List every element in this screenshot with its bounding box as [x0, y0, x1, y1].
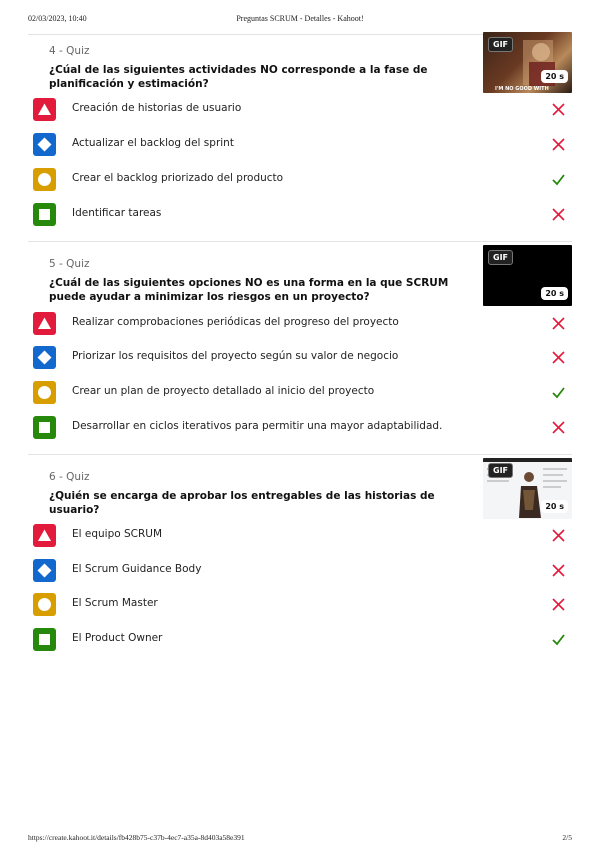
correct-check-icon — [551, 632, 566, 647]
incorrect-x-icon — [551, 316, 566, 331]
answer-row — [33, 168, 572, 192]
answer-text: El equipo SCRUM — [72, 528, 163, 540]
answer-row — [33, 381, 572, 405]
incorrect-x-icon — [551, 207, 566, 222]
answer-text: Desarrollar en ciclos iterativos para permitir una mayor adaptabilidad. — [72, 420, 443, 432]
answer-text: Realizar comprobaciones periódicas del progreso del proyecto — [72, 316, 399, 328]
correct-check-icon — [551, 172, 566, 187]
answer-text: Crear el backlog priorizado del producto — [72, 172, 284, 184]
square-icon — [33, 628, 56, 651]
document-title: Preguntas SCRUM - Detalles - Kahoot! — [236, 14, 364, 23]
answer-row — [33, 312, 572, 336]
incorrect-x-icon — [551, 420, 566, 435]
square-icon — [33, 203, 56, 226]
triangle-icon — [33, 312, 56, 335]
circle-icon — [33, 593, 56, 616]
gif-badge: GIF — [488, 463, 513, 478]
question-card — [28, 35, 572, 241]
question-number: 5 - Quiz — [49, 258, 90, 270]
question-text: ¿Cúal de las siguientes actividades NO corresponde a la fase de planificación y estimación? — [49, 64, 428, 90]
answer-text: El Product Owner — [72, 632, 163, 644]
answer-text: El Scrum Guidance Body — [72, 563, 202, 575]
question-card — [28, 455, 572, 665]
gif-caption: I'M NO GOOD WITH — [495, 86, 549, 92]
question-media[interactable] — [483, 458, 572, 519]
answer-row — [33, 593, 572, 617]
answer-text: Crear un plan de proyecto detallado al inicio del proyecto — [72, 385, 375, 397]
circle-icon — [33, 381, 56, 404]
incorrect-x-icon — [551, 137, 566, 152]
question-text: ¿Cuál de las siguientes opciones NO es una forma en la que SCRUM puede ayudar a minimizar los riesgos en un proyecto? — [49, 277, 449, 303]
question-card — [28, 242, 572, 454]
correct-check-icon — [551, 385, 566, 400]
answer-row — [33, 203, 572, 227]
gif-badge: GIF — [488, 37, 513, 52]
incorrect-x-icon — [551, 350, 566, 365]
answer-text: Actualizar el backlog del sprint — [72, 137, 234, 149]
incorrect-x-icon — [551, 102, 566, 117]
answer-row — [33, 524, 572, 548]
question-number: 4 - Quiz — [49, 45, 90, 57]
answer-row — [33, 416, 572, 440]
diamond-icon — [33, 559, 56, 582]
page-number: 2/5 — [562, 833, 572, 842]
answer-row — [33, 346, 572, 370]
answer-text: El Scrum Master — [72, 597, 158, 609]
answer-text: Identificar tareas — [72, 207, 162, 219]
diamond-icon — [33, 346, 56, 369]
circle-icon — [33, 168, 56, 191]
gif-badge: GIF — [488, 250, 513, 265]
triangle-icon — [33, 98, 56, 121]
square-icon — [33, 416, 56, 439]
answer-row — [33, 133, 572, 157]
incorrect-x-icon — [551, 597, 566, 612]
print-date: 02/03/2023, 10:40 — [28, 14, 87, 23]
triangle-icon — [33, 524, 56, 547]
answer-row — [33, 559, 572, 583]
answer-row — [33, 628, 572, 652]
answer-row — [33, 98, 572, 122]
diamond-icon — [33, 133, 56, 156]
timer-badge: 20 s — [541, 500, 568, 513]
incorrect-x-icon — [551, 563, 566, 578]
question-media[interactable] — [483, 32, 572, 93]
answer-text: Priorizar los requisitos del proyecto según su valor de negocio — [72, 350, 399, 362]
answer-text: Creación de historias de usuario — [72, 102, 242, 114]
question-number: 6 - Quiz — [49, 471, 90, 483]
timer-badge: 20 s — [541, 70, 568, 83]
question-text: ¿Quién se encarga de aprobar los entregables de las historias de usuario? — [49, 490, 435, 516]
question-media[interactable] — [483, 245, 572, 306]
timer-badge: 20 s — [541, 287, 568, 300]
page-url[interactable]: https://create.kahoot.it/details/fb428b75-c37b-4ec7-a35a-8d403a58e391 — [28, 833, 245, 842]
incorrect-x-icon — [551, 528, 566, 543]
